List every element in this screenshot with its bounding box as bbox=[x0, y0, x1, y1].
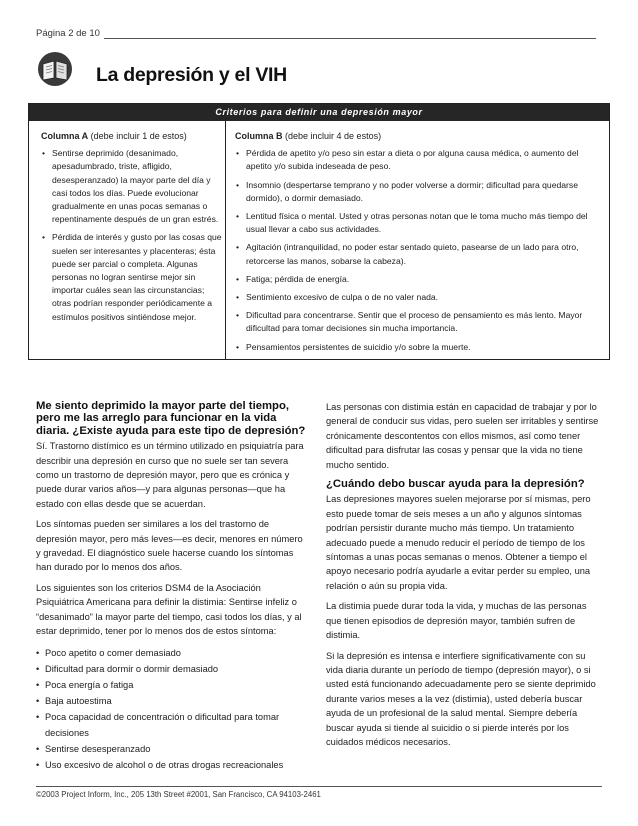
list-item: • Agitación (intranquilidad, no poder estar sentado quieto, pasearse de un lado para otro, retorcerse las manos, sobarse la cabeza). bbox=[235, 241, 601, 267]
paragraph: La distimia puede durar toda la vida, y muchas de las personas que tienen episodios de depresión mayor, también sufren de distimia. bbox=[326, 601, 587, 641]
column-b-title: Columna B (debe incluir 4 de estos) bbox=[235, 131, 382, 141]
left-column bbox=[36, 400, 308, 773]
header-rule bbox=[104, 31, 596, 39]
criteria-header: Criterios para definir una depresión mayor bbox=[29, 104, 609, 121]
footer-copyright: ©2003 Project Inform, Inc., 205 13th Street #2001, San Francisco, CA 94103-2461 bbox=[36, 790, 321, 799]
list-item: • Lentitud física o mental. Usted y otras personas notan que le toma mucho más tiempo del usual llevar a cabo sus actividades. bbox=[235, 210, 601, 236]
paragraph: Si la depresión es intensa e interfiere significativamente con su vida diaria durante un período de tiempo (depresión mayor), o si usted está funcionando adecuadamente pero se siente deprimido durante varios meses a la vez (distimia), usted debería buscar ayuda de un profesional de la salud mental. Siempre debería buscar ayuda si tiende al suicidio o si pierde interés por los cuidados médicos necesarios. bbox=[326, 650, 596, 747]
page-title: La depresión y el VIH bbox=[96, 64, 287, 86]
dysthymia-heading: Me siento deprimido la mayor parte del tiempo, pero me las arreglo para funcionar en la vida diaria. ¿Existe ayuda para este tipo de depresión? bbox=[36, 400, 306, 437]
list-item: • Pensamientos persistentes de suicidio y/o sobre la muerte. bbox=[235, 341, 601, 354]
list-item: • Dificultad para dormir o dormir demasiado bbox=[36, 661, 308, 677]
list-item: • Pérdida de interés y gusto por las cosas que suelen ser interesantes y placenteras; ésta puede ser parcial o completa. Algunas personas no logran sentirse mejor sin importar cuáles sean las circunstancias; otras podrían responder periódicamente a estímulos positivos sintiéndose mejor. bbox=[41, 231, 224, 323]
paragraph: Los síntomas pueden ser similares a los del trastorno de depresión mayor, pero más leves—es decir, menores en número y gravedad. El diagnóstico suele hacerse cuando los síntomas han durado por lo menos dos años. bbox=[36, 519, 303, 573]
list-item: • Poco apetito o comer demasiado bbox=[36, 645, 308, 661]
list-item: • Poca energía o fatiga bbox=[36, 677, 308, 693]
paragraph: Sí. Trastorno distímico es un término utilizado en psiquiatría para describir una depresión en curso que no suele ser tan severa como un trastorno de depresión mayor, pero que es crónica y puede durar varios años—y para algunas personas—que ha estado con ellas desde que se acuerdan. bbox=[36, 441, 304, 509]
list-item: • Sentirse desesperanzado bbox=[36, 741, 308, 757]
page-header bbox=[36, 28, 596, 39]
paragraph: Las depresiones mayores suelen mejorarse por sí mismas, pero esto puede tomar de seis meses a un año y algunos síntomas podrían persistir durante mucho más tiempo. Un tratamiento adecuado puede a menudo reducir el período de tiempo de los síntomas a unas pocas semanas o menos. Obtener a tiempo el apoyo necesario podría ayudarle a evitar perder su empleo, una relación o aún su propia vida. bbox=[326, 494, 591, 591]
list-item: • Uso excesivo de alcohol o de otras drogas recreacionales bbox=[36, 757, 308, 773]
seek-help-heading: ¿Cuándo debo buscar ayuda para la depresión? bbox=[326, 478, 585, 491]
footer-rule bbox=[36, 786, 602, 787]
column-a-list bbox=[41, 147, 224, 324]
column-a-title: Columna A (debe incluir 1 de estos) bbox=[41, 131, 187, 141]
column-b bbox=[235, 130, 601, 359]
list-item: • Pérdida de apetito y/o peso sin estar a dieta o por alguna causa médica, o aumento del apetito y/o subida indeseada de peso. bbox=[235, 147, 601, 173]
list-item: • Fatiga; pérdida de energía. bbox=[235, 273, 601, 286]
list-item: • Sentirse deprimido (desanimado, apesadumbrado, triste, afligido, desesperanzado) la mayor parte del día y casi todos los días. Puede evolucionar gradualmente en unas pocas semanas o repentinamente después de un gran estrés. bbox=[41, 147, 224, 226]
criteria-box bbox=[28, 103, 610, 360]
column-a bbox=[41, 130, 224, 329]
list-item: • Poca capacidad de concentración o dificultad para tomar decisiones bbox=[36, 709, 308, 741]
right-column bbox=[326, 400, 602, 755]
paragraph: Los siguientes son los criterios DSM4 de la Asociación Psiquiátrica Americana para definir la distimia: Sentirse infeliz o “desanimado” la mayor parte del tiempo, casi todos los días, y al estar deprimido, tener por lo menos dos de estos síntoma: bbox=[36, 582, 302, 637]
list-item: • Sentimiento excesivo de culpa o de no valer nada. bbox=[235, 291, 601, 304]
paragraph: Las personas con distimia están en capacidad de trabajar y por lo general de conducir sus vidas, pero suelen ser irritables y sentirse crónicamente descontentos con ellos mismos, así como tener dificultad para disfrutar las cosas y pensar que la vida no tiene mucho sentido. bbox=[326, 402, 599, 470]
column-b-list bbox=[235, 147, 601, 354]
symptom-list bbox=[36, 645, 308, 773]
list-item: • Baja autoestima bbox=[36, 693, 308, 709]
book-icon bbox=[36, 50, 74, 88]
list-item: • Insomnio (despertarse temprano y no poder volverse a dormir; dificultad para quedarse dormido), o dormir demasiado. bbox=[235, 179, 601, 205]
list-item: • Dificultad para concentrarse. Sentir que el proceso de pensamiento es más lento. Mayor dificultad para tomar decisiones sin mucha importancia. bbox=[235, 309, 601, 335]
page-number: Página 2 de 10 bbox=[36, 28, 100, 39]
column-divider bbox=[225, 121, 226, 359]
